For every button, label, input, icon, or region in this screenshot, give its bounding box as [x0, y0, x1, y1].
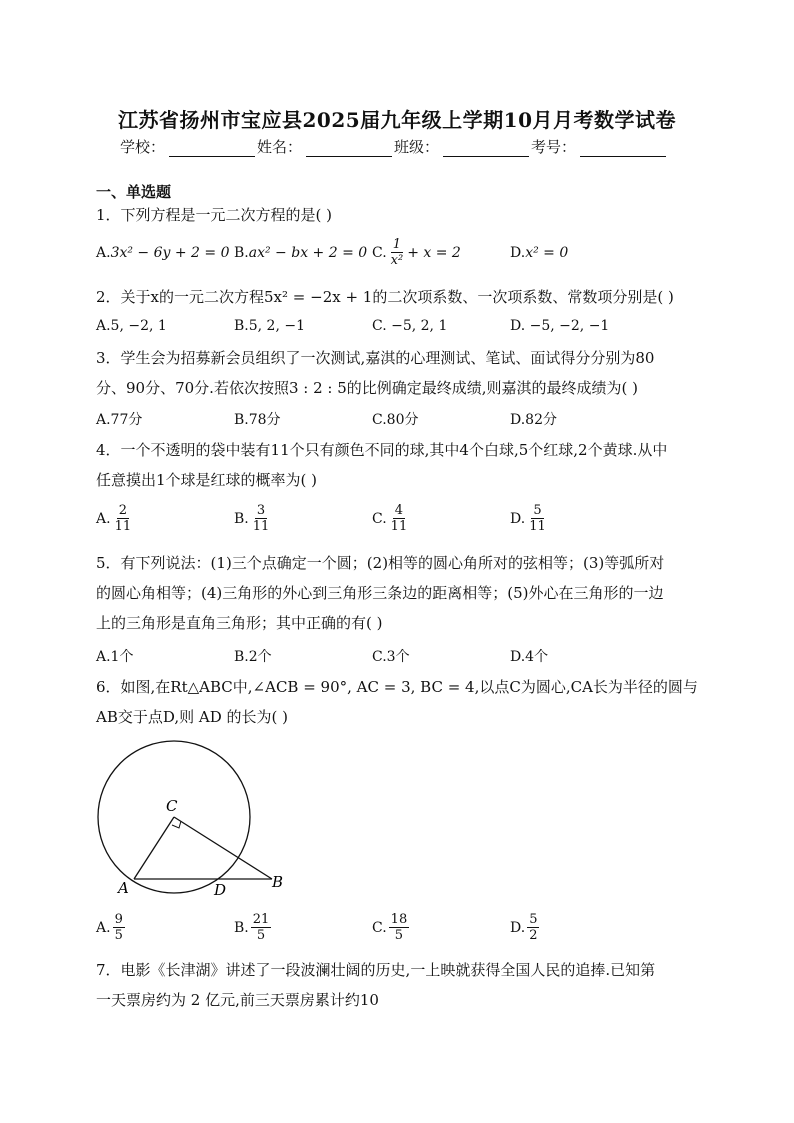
section-heading: 一、单选题 [96, 183, 172, 201]
q3-line1: 3．学生会为招募新会员组织了一次测试,嘉淇的心理测试、笔试、面试得分分别为80 [96, 349, 655, 367]
q5-option-d[interactable]: D.4个 [510, 649, 549, 665]
q6-line1: 6．如图,在Rt△ABC中,∠ACB = 90°, AC = 3, BC = 4,以点C为圆心,CA长为半径的圆与 [96, 678, 698, 696]
q7-line1: 7．电影《长津湖》讲述了一段波澜壮阔的历史,一上映就获得全国人民的追捧.已知第 [96, 961, 656, 979]
q3-option-b[interactable]: B.78分 [234, 412, 281, 428]
name-blank[interactable] [306, 141, 392, 157]
geometry-figure [88, 735, 308, 900]
label-d: D [214, 881, 227, 899]
name-label: 姓名： [257, 138, 303, 156]
q2-stem: 2．关于x的一元二次方程5x² = −2x + 1的二次项系数、一次项系数、常数项分别是( ) [96, 288, 674, 306]
school-label: 学校： [120, 138, 166, 156]
q4-option-a[interactable]: A. $\frac{2}{11}$ [96, 503, 132, 534]
school-blank[interactable] [169, 141, 255, 157]
q2-option-a[interactable]: A.5, −2, 1 [96, 318, 167, 334]
exam-title: 江苏省扬州市宝应县2025届九年级上学期10月月考数学试卷 [118, 108, 676, 132]
q5-line1: 5．有下列说法：(1)三个点确定一个圆；(2)相等的圆心角所对的弦相等；(3)等弧所对 [96, 554, 665, 572]
q5-option-c[interactable]: C.3个 [372, 649, 410, 665]
right-angle-mark [172, 821, 181, 828]
number-blank[interactable] [580, 141, 666, 157]
q3-option-a[interactable]: A.77分 [96, 412, 143, 428]
q7-line2: 一天票房约为 2 亿元,前三天票房累计约10 [96, 991, 379, 1009]
q4-option-d[interactable]: D. $\frac{5}{11}$ [510, 503, 546, 534]
class-blank[interactable] [443, 141, 529, 157]
q3-line2: 分、90分、70分.若依次按照3 : 2 : 5的比例确定最终成绩,则嘉淇的最终成绩为( ) [96, 379, 638, 397]
q3-option-d[interactable]: D.82分 [510, 412, 557, 428]
q4-line2: 任意摸出1个球是红球的概率为( ) [96, 471, 318, 489]
q4-line1: 4．一个不透明的袋中装有11个只有颜色不同的球,其中4个白球,5个红球,2个黄球.从中 [96, 441, 668, 459]
segment-cb [174, 817, 272, 879]
q1-option-a[interactable]: A.3x² − 6y + 2 = 0 [96, 245, 230, 261]
q6-option-c[interactable]: C. $\frac{18}{5}$ [372, 912, 408, 943]
q5-line2: 的圆心角相等；(4)三角形的外心到三角形三条边的距离相等；(5)外心在三角形的一边 [96, 584, 664, 602]
q5-option-a[interactable]: A.1个 [96, 649, 134, 665]
number-label: 考号： [531, 138, 577, 156]
label-a: A [118, 879, 129, 897]
q2-option-c[interactable]: C. −5, 2, 1 [372, 318, 448, 334]
q6-option-a[interactable]: A. $\frac{9}{5}$ [96, 912, 123, 943]
q6-line2: AB交于点D,则 AD 的长为( ) [96, 708, 288, 726]
q4-option-c[interactable]: C. $\frac{4}{11}$ [372, 503, 408, 534]
q2-option-d[interactable]: D. −5, −2, −1 [510, 318, 610, 334]
segment-ca [134, 817, 174, 879]
q3-option-c[interactable]: C.80分 [372, 412, 419, 428]
class-label: 班级： [394, 138, 440, 156]
label-c: C [166, 797, 178, 815]
q1-option-d[interactable]: D.x² = 0 [510, 245, 569, 261]
q6-option-b[interactable]: B. $\frac{21}{5}$ [234, 912, 270, 943]
q2-option-b[interactable]: B.5, 2, −1 [234, 318, 305, 334]
q5-line3: 上的三角形是直角三角形；其中正确的有( ) [96, 614, 383, 632]
q6-option-d[interactable]: D. $\frac{5}{2}$ [510, 912, 538, 943]
q1-stem: 1．下列方程是一元二次方程的是( ) [96, 206, 333, 224]
q1-option-c[interactable]: C. $\frac{1}{\text{x²}}$ + x = 2 [372, 237, 461, 268]
q4-option-b[interactable]: B. $\frac{3}{11}$ [234, 503, 270, 534]
q1-option-b[interactable]: B.ax² − bx + 2 = 0 [234, 245, 368, 261]
label-b: B [272, 873, 284, 891]
student-info-row [120, 136, 668, 157]
q5-option-b[interactable]: B.2个 [234, 649, 272, 665]
